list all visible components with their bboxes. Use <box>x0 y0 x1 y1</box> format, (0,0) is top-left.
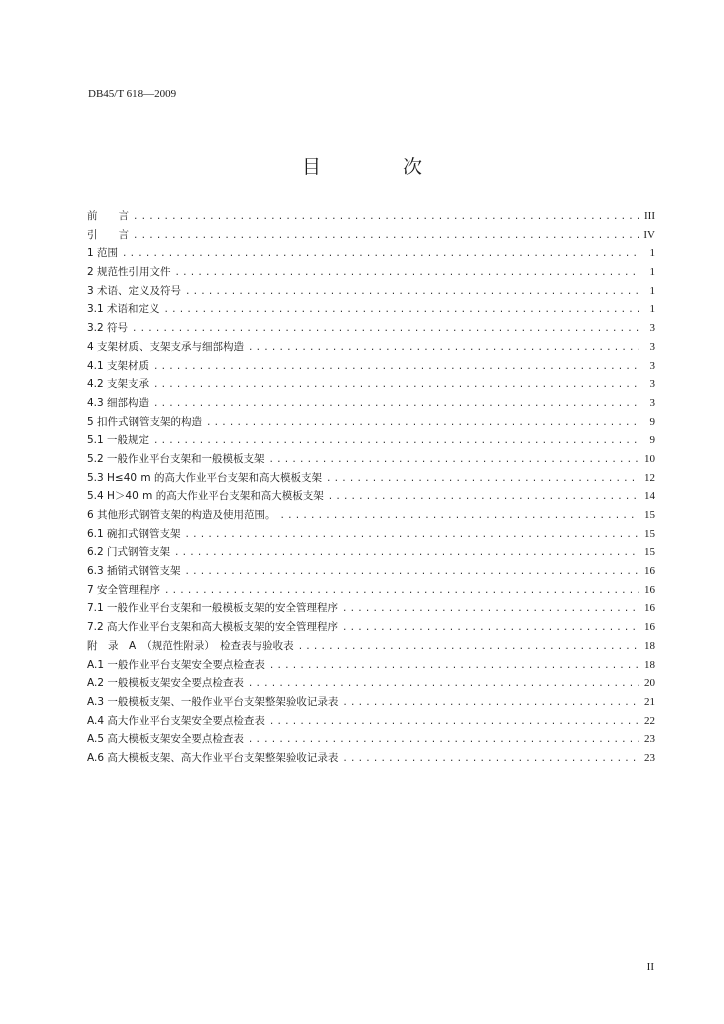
toc-entry-page: 21 <box>644 695 655 708</box>
toc-entry-page: 1 <box>649 247 655 260</box>
toc-dot-leader <box>174 544 639 563</box>
toc-entry[interactable] <box>87 450 655 469</box>
toc-entry-label: 前 言 <box>87 210 129 222</box>
toc-entry-page: 1 <box>649 284 655 297</box>
toc-entry-page: 16 <box>644 602 655 615</box>
toc-entry-page: 3 <box>649 378 655 391</box>
toc-entry[interactable] <box>87 263 655 282</box>
toc-entry-label: 附 录 A （规范性附录） 检查表与验收表 <box>87 639 294 652</box>
toc-entry-page: 18 <box>644 639 655 652</box>
toc-entry-page: 15 <box>644 527 655 540</box>
toc-entry-page: III <box>644 210 655 222</box>
toc-entry[interactable] <box>87 413 655 432</box>
toc-dot-leader <box>185 563 639 582</box>
toc-entry-label: 6.1 碗扣式钢管支架 <box>87 527 181 540</box>
toc-entry-page: 16 <box>644 583 655 596</box>
toc-dot-leader <box>280 507 639 526</box>
toc-entry-label: 3 术语、定义及符号 <box>87 284 182 297</box>
toc-dot-leader <box>342 750 639 769</box>
document-code: DB45/T 618—2009 <box>88 88 177 100</box>
toc-entry-page: 16 <box>644 621 655 634</box>
toc-entry[interactable] <box>87 487 655 506</box>
toc-entry[interactable] <box>87 207 655 226</box>
toc-entry-page: 15 <box>644 546 655 559</box>
toc-entry-page: 12 <box>644 471 655 484</box>
toc-entry[interactable] <box>87 375 655 394</box>
toc-dot-leader <box>153 432 639 451</box>
toc-entry-page: IV <box>643 228 655 241</box>
toc-dot-leader <box>153 376 639 395</box>
toc-entry[interactable] <box>87 637 655 656</box>
toc-entry[interactable] <box>87 674 655 693</box>
toc-entry-label: 5.1 一般规定 <box>87 434 150 447</box>
toc-entry-page: 23 <box>644 733 655 746</box>
page-number: II <box>646 961 654 973</box>
toc-dot-leader <box>269 713 639 732</box>
toc-entry-label: 引 言 <box>87 228 129 241</box>
toc-entry-label: A.5 高大模板支架安全要点检查表 <box>87 733 244 746</box>
toc-entry[interactable] <box>87 319 655 338</box>
toc-entry[interactable] <box>87 469 655 488</box>
toc-dot-leader <box>122 245 639 264</box>
toc-entry-label: 5.3 H≤40 m 的高大作业平台支架和高大模板支架 <box>87 471 322 484</box>
toc-dot-leader <box>153 395 639 414</box>
toc-entry-label: 7.2 高大作业平台支架和高大模板支架的安全管理程序 <box>87 621 339 634</box>
toc-entry-page: 3 <box>649 359 655 372</box>
toc-entry[interactable] <box>87 581 655 600</box>
toc-entry-label: 6.3 插销式钢管支架 <box>87 565 181 578</box>
toc-dot-leader <box>342 600 639 619</box>
toc-dot-leader <box>133 208 639 227</box>
toc-dot-leader <box>248 339 639 358</box>
toc-entry-page: 15 <box>644 509 655 521</box>
toc-entry-page: 22 <box>644 714 655 727</box>
toc-entry-page: 1 <box>649 266 655 279</box>
toc-dot-leader <box>153 358 639 377</box>
toc-entry-page: 9 <box>649 415 655 428</box>
toc-entry[interactable] <box>87 394 655 413</box>
toc-dot-leader <box>175 264 639 283</box>
toc-entry-label: 7 安全管理程序 <box>87 583 161 596</box>
toc-entry-label: 4.3 细部构造 <box>87 396 150 409</box>
toc-entry-label: A.2 一般模板支架安全要点检查表 <box>87 677 244 690</box>
toc-entry-label: 2 规范性引用文件 <box>87 266 171 279</box>
toc-dot-leader <box>185 283 639 302</box>
toc-dot-leader <box>269 657 639 676</box>
toc-dot-leader <box>298 638 639 657</box>
toc-entry[interactable] <box>87 226 655 245</box>
toc-entry[interactable] <box>87 525 655 544</box>
toc-entry-label: 3.2 符号 <box>87 322 129 335</box>
toc-entry[interactable] <box>87 244 655 263</box>
toc-entry-label: 4.2 支架支承 <box>87 378 150 391</box>
toc-entry-label: 7.1 一般作业平台支架和一般模板支架的安全管理程序 <box>87 602 339 615</box>
toc-entry[interactable] <box>87 506 655 525</box>
toc-entry-label: A.4 高大作业平台支架安全要点检查表 <box>87 714 265 727</box>
toc-entry-label: A.6 高大模板支架、高大作业平台支架整架验收记录表 <box>87 751 339 764</box>
toc-entry-label: 3.1 术语和定义 <box>87 303 160 316</box>
toc-entry[interactable] <box>87 618 655 637</box>
toc-dot-leader <box>133 227 639 246</box>
toc-entry[interactable] <box>87 338 655 357</box>
toc-entry-page: 3 <box>649 322 655 335</box>
toc-dot-leader <box>164 582 639 601</box>
table-of-contents <box>87 207 655 768</box>
toc-title: 目 次 <box>301 156 461 178</box>
toc-entry-page: 1 <box>649 303 655 316</box>
toc-entry-label: 1 范围 <box>87 247 119 260</box>
toc-entry[interactable] <box>87 656 655 675</box>
toc-entry-page: 14 <box>644 490 655 503</box>
toc-dot-leader <box>132 320 639 339</box>
toc-entry[interactable] <box>87 749 655 768</box>
toc-entry[interactable] <box>87 300 655 319</box>
toc-entry[interactable] <box>87 282 655 301</box>
toc-entry-label: 5 扣件式钢管支架的构造 <box>87 415 203 428</box>
toc-entry[interactable] <box>87 543 655 562</box>
toc-dot-leader <box>342 694 639 713</box>
toc-dot-leader <box>269 451 639 470</box>
toc-entry[interactable] <box>87 431 655 450</box>
toc-entry-label: 5.4 H＞40 m 的高大作业平台支架和高大模板支架 <box>87 490 324 503</box>
toc-dot-leader <box>248 731 639 750</box>
toc-dot-leader <box>164 301 639 320</box>
toc-entry[interactable] <box>87 693 655 712</box>
toc-entry-label: 6.2 门式钢管支架 <box>87 546 171 559</box>
toc-dot-leader <box>326 470 639 489</box>
toc-entry-label: 4.1 支架材质 <box>87 359 150 372</box>
toc-dot-leader <box>248 675 639 694</box>
toc-dot-leader <box>342 619 639 638</box>
toc-entry-label: A.1 一般作业平台支架安全要点检查表 <box>87 658 265 671</box>
toc-entry-page: 18 <box>644 658 655 671</box>
toc-dot-leader <box>206 414 639 433</box>
toc-entry-label: 6 其他形式钢管支架的构造及使用范围。 <box>87 509 276 521</box>
toc-entry-label: A.3 一般模板支架、一般作业平台支架整架验收记录表 <box>87 695 339 708</box>
toc-entry[interactable] <box>87 712 655 731</box>
toc-entry-label: 4 支架材质、支架支承与细部构造 <box>87 340 245 353</box>
toc-entry[interactable] <box>87 599 655 618</box>
toc-entry-page: 10 <box>644 452 655 465</box>
toc-entry-page: 3 <box>649 396 655 409</box>
toc-dot-leader <box>185 526 639 545</box>
toc-entry-page: 23 <box>644 751 655 764</box>
toc-entry-label: 5.2 一般作业平台支架和一般模板支架 <box>87 452 265 465</box>
toc-entry-page: 16 <box>644 565 655 578</box>
toc-entry-page: 3 <box>649 340 655 353</box>
toc-entry[interactable] <box>87 357 655 376</box>
toc-entry-page: 20 <box>644 677 655 690</box>
toc-entry[interactable] <box>87 730 655 749</box>
toc-entry-page: 9 <box>649 434 655 447</box>
toc-dot-leader <box>328 488 639 507</box>
toc-entry[interactable] <box>87 562 655 581</box>
